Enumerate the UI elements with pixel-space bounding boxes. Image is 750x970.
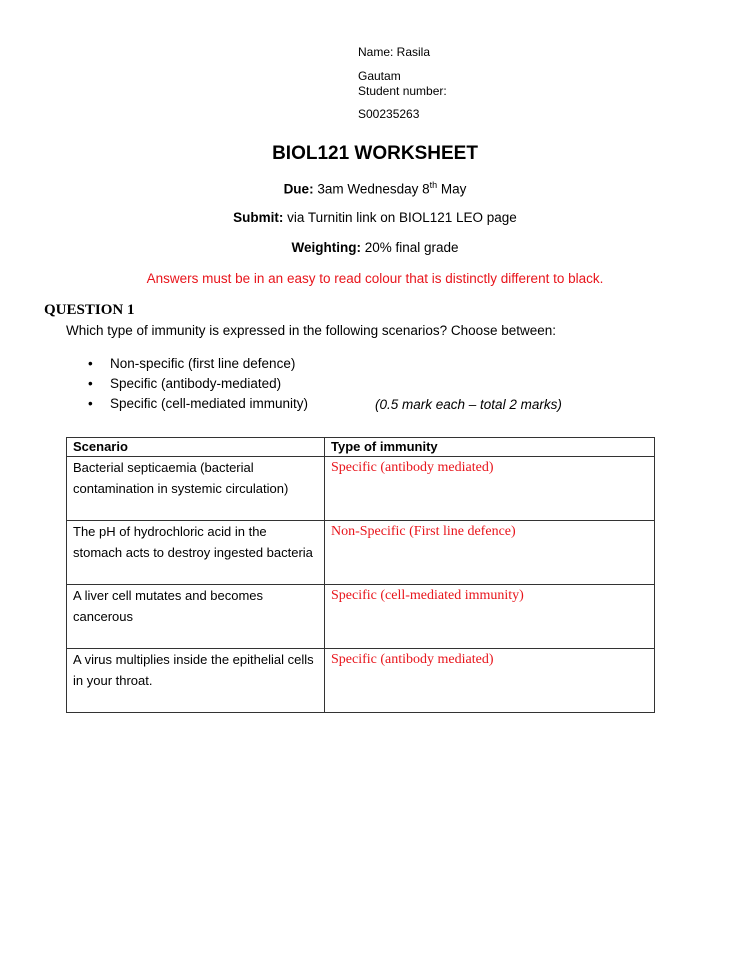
header-type: Type of immunity bbox=[325, 438, 655, 457]
marks-note: (0.5 mark each – total 2 marks) bbox=[375, 397, 562, 412]
due-tail: May bbox=[437, 181, 467, 197]
submit-line bbox=[0, 210, 750, 225]
scenario-cell: The pH of hydrochloric acid in the stomach acts to destroy ingested bacteria bbox=[67, 521, 325, 585]
weighting-line bbox=[0, 240, 750, 255]
student-number-label: Student number: bbox=[358, 84, 447, 98]
option-item: • Non-specific (first line defence) bbox=[110, 356, 308, 376]
table-row bbox=[67, 521, 655, 585]
answer-cell[interactable]: Specific (antibody mediated) bbox=[325, 457, 655, 521]
due-label: Due: bbox=[283, 181, 314, 197]
table-row bbox=[67, 585, 655, 649]
table-row bbox=[67, 457, 655, 521]
answer-table bbox=[66, 437, 655, 713]
answer-cell[interactable]: Specific (antibody mediated) bbox=[325, 649, 655, 713]
page-title: BIOL121 WORKSHEET bbox=[272, 143, 478, 164]
table-header-row bbox=[67, 438, 655, 457]
submit-label: Submit: bbox=[233, 210, 284, 225]
weighting-text: 20% final grade bbox=[360, 240, 459, 255]
student-name-cont: Gautam bbox=[358, 69, 401, 83]
student-number: S00235263 bbox=[358, 107, 420, 121]
question-heading: QUESTION 1 bbox=[44, 302, 135, 318]
colour-notice: Answers must be in an easy to read colour that is distinctly different to black. bbox=[146, 271, 604, 286]
option-item: • Specific (cell-mediated immunity) bbox=[110, 396, 308, 416]
scenario-cell: A virus multiplies inside the epithelial cells in your throat. bbox=[67, 649, 325, 713]
options-list bbox=[110, 356, 308, 416]
due-line bbox=[0, 180, 750, 197]
scenario-cell: A liver cell mutates and becomes cancerous bbox=[67, 585, 325, 649]
answer-cell[interactable]: Specific (cell-mediated immunity) bbox=[325, 585, 655, 649]
answer-cell[interactable]: Non-Specific (First line defence) bbox=[325, 521, 655, 585]
table-row bbox=[67, 649, 655, 713]
due-sup: th bbox=[429, 180, 438, 190]
weighting-label: Weighting: bbox=[291, 240, 361, 255]
submit-text: via Turnitin link on BIOL121 LEO page bbox=[283, 210, 517, 225]
header-scenario: Scenario bbox=[67, 438, 325, 457]
due-text: 3am Wednesday 8 bbox=[313, 181, 430, 197]
student-name: Name: Rasila bbox=[358, 45, 431, 59]
question-prompt: Which type of immunity is expressed in the following scenarios? Choose between: bbox=[66, 323, 556, 338]
option-item: • Specific (antibody-mediated) bbox=[110, 376, 308, 396]
scenario-cell: Bacterial septicaemia (bacterial contamination in systemic circulation) bbox=[67, 457, 325, 521]
